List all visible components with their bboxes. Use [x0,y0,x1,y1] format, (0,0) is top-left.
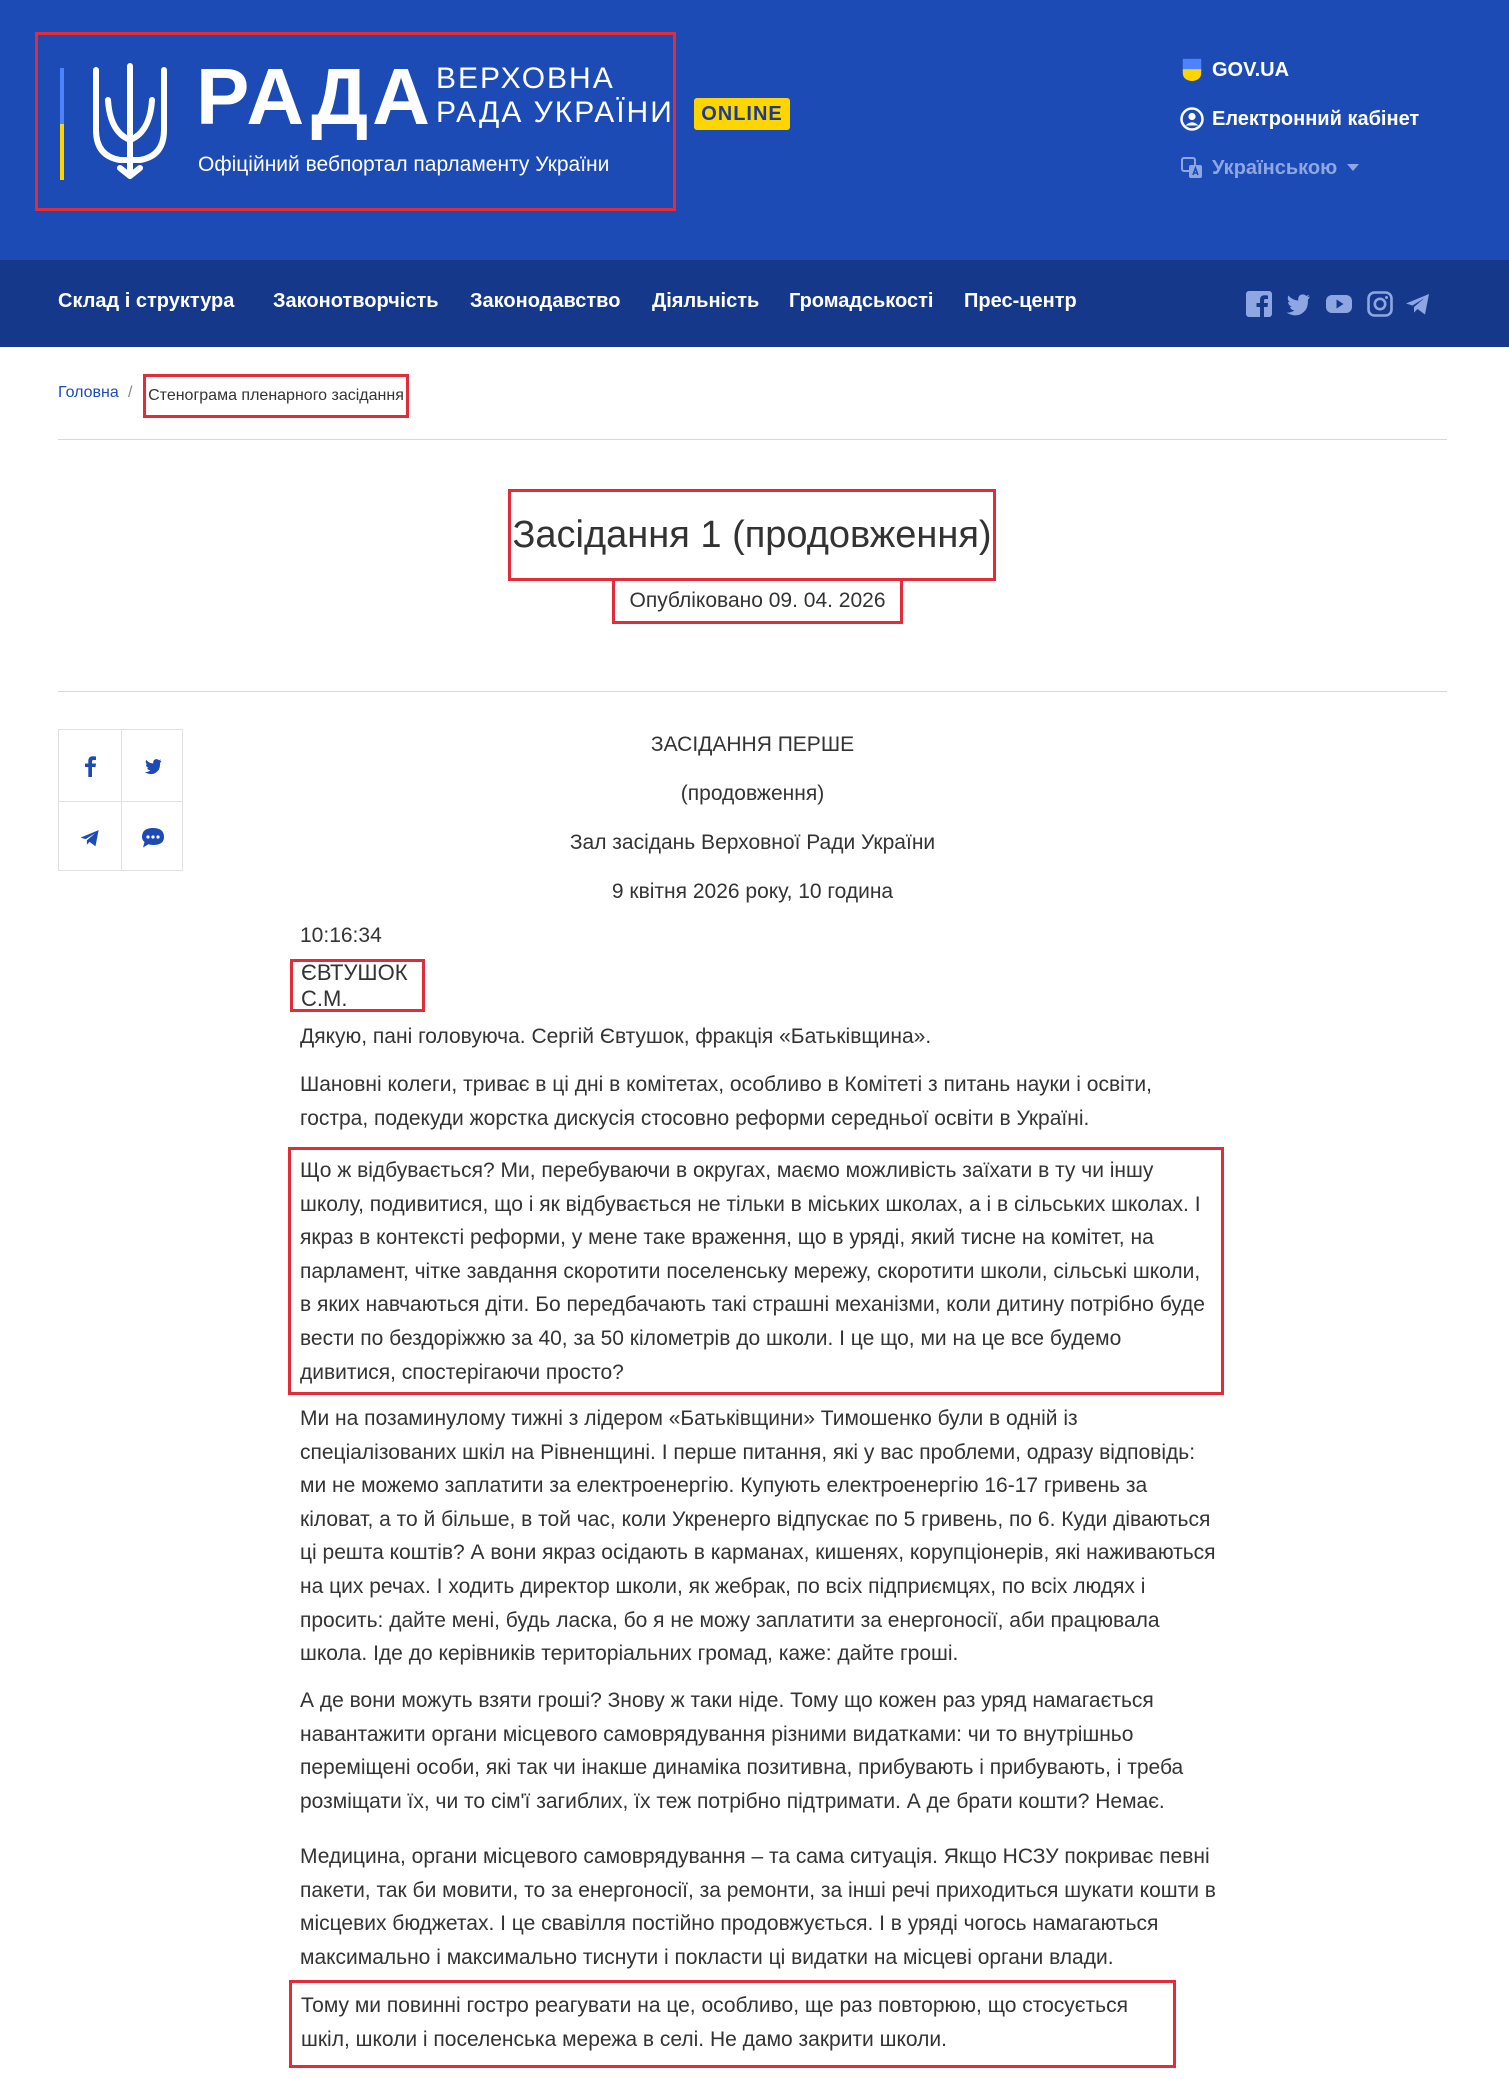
share-panel [58,729,183,871]
logo-line-1: ВЕРХОВНА [436,62,615,95]
nav-item-press-center[interactable]: Прес-центр [964,290,1077,312]
main-nav [0,260,1509,347]
share-telegram-button[interactable] [59,802,121,873]
language-label: Українською [1212,156,1338,179]
language-selector[interactable] [1180,156,1359,180]
breadcrumb [58,384,404,404]
paragraph-5: А де вони можуть взяти гроші? Знову ж таки ніде. Тому що кожен раз уряд намагається навантажити органи місцевого самоврядування різними видатками: чи то внутрішньо переміщені особи, які так чи інакше динаміка позитивна, прибувають і прибувають, і треба розміщати їх, чи то сім'ї загиблих, їх теж потрібно підтримати. А де брати кошти? Немає. [300,1689,1184,1813]
session-heading: ЗАСІДАННЯ ПЕРШЕ [650,733,855,756]
portal-subtitle: Офіційний вебпортал парламенту України [198,153,610,176]
page-title: Засідання 1 (продовження) [508,489,996,581]
speaker-name: ЄВТУШОК С.М. [290,959,425,1012]
nav-item-structure[interactable]: Склад і структура [58,290,235,312]
timestamp: 10:16:34 [300,924,382,947]
session-date: 9 квітня 2026 року, 10 година [611,880,894,903]
language-icon [1180,156,1204,180]
share-messenger-button[interactable] [122,802,184,873]
facebook-icon[interactable] [1245,290,1273,318]
divider-title [58,691,1447,692]
twitter-icon [142,756,164,776]
publish-date: Опубліковано 09. 04. 2026 [612,578,903,624]
logo-line-2: РАДА УКРАЇНИ [436,96,674,129]
gov-ua-shield-icon [1180,58,1204,82]
breadcrumb-home-link[interactable]: Головна [58,384,119,401]
divider-top [58,439,1447,440]
share-twitter-button[interactable] [122,730,184,801]
telegram-icon[interactable] [1404,290,1432,318]
nav-item-legislation[interactable]: Законодавство [470,290,621,312]
chat-icon [141,827,165,849]
paragraph-1: Дякую, пані головуюча. Сергій Євтушок, фракція «Батьківщина». [300,1025,932,1048]
nav-item-public[interactable]: Громадськості [789,290,934,312]
trident-icon [90,60,170,182]
logo-rada-text: РАДА [196,52,434,141]
chevron-down-icon [1347,164,1359,172]
telegram-icon [78,827,102,849]
instagram-icon[interactable] [1366,290,1394,318]
online-badge: ONLINE [694,98,790,130]
flag-stripe [60,68,64,180]
cabinet-link[interactable] [1180,107,1419,131]
youtube-icon[interactable] [1325,290,1353,318]
gov-ua-link[interactable] [1180,58,1289,82]
facebook-icon [82,755,98,777]
session-continuation: (продовження) [680,782,825,805]
nav-item-lawmaking[interactable]: Законотворчість [273,290,439,312]
session-hall: Зал засідань Верховної Ради України [569,831,936,854]
gov-ua-label: GOV.UA [1212,58,1290,81]
paragraph-7: Тому ми повинні гостро реагувати на це, особливо, ще раз повторюю, що стосується шкіл, школи і поселенська мережа в селі. Не дамо закрити школи. [289,1980,1176,2068]
paragraph-2: Шановні колеги, триває в ці дні в комітетах, особливо в Комітеті з питань науки і освіти, гостра, подекуди жорстка дискусія стосовно реформи середньої освіти в Україні. [300,1073,1152,1130]
breadcrumb-separator: / [128,384,133,401]
breadcrumb-current: Стенограма пленарного засідання [143,374,409,418]
share-facebook-button[interactable] [59,730,121,801]
paragraph-4: Ми на позаминулому тижні з лідером «Батьківщини» Тимошенко були в одній із спеціалізованих шкіл на Рівненщині. І перше питання, які у вас проблеми, одразу відповідь: ми не можемо заплатити за електроенергію. Купують електроенергію 16-17 гривень за кіловат, а то й більше, в той час, коли Укренерго відпускає по 5 гривень, по 6. Куди діваються ці решта коштів? А вони якраз осідають в карманах, кишенях, корупціонерів, які наживаються на цих речах. І ходить директор школи, як жебрак, по всіх підприємцях, по всіх людях і просить: дайте мені, будь ласка, бо я не можу заплатити за енергоносії, аби працювала школа. Іде до керівників територіальних громад, каже: дайте гроші. [300,1407,1216,1666]
paragraph-3: Що ж відбувається? Ми, перебуваючи в округах, маємо можливість заїхати в ту чи іншу школу, подивитися, що і як відбувається не тільки в міських школах, а і в сільських школах. І якраз в контексті реформи, у мене таке враження, що в уряді, який тисне на комітет, на парламент, чітке завдання скоротити поселенську мережу, скоротити школи, сільські школи, в яких навчаються діти. Бо передбачають такі страшні механізми, коли дитину потрібно буде вести по бездоріжжю за 40, за 50 кілометрів до школи. І це що, ми на це все будемо дивитися, спостерігаючи просто? [288,1147,1224,1395]
cabinet-label: Електронний кабінет [1212,107,1420,130]
twitter-icon[interactable] [1284,290,1312,318]
paragraph-6: Медицина, органи місцевого самоврядування – та сама ситуація. Якщо НСЗУ покриває певні пакети, так би мовити, то за енергоносії, за ремонти, за інші речі приходиться шукати кошти в місцевих бюджетах. І це свавілля постійно продовжується. І в уряді чогось намагаються максимально і максимально тиснути і покласти ці видатки на місцеві органи влади. [300,1845,1216,1969]
site-header [0,0,1509,260]
user-icon [1180,107,1204,131]
nav-item-activity[interactable]: Діяльність [652,290,760,312]
logo-verkhovna [436,62,674,130]
